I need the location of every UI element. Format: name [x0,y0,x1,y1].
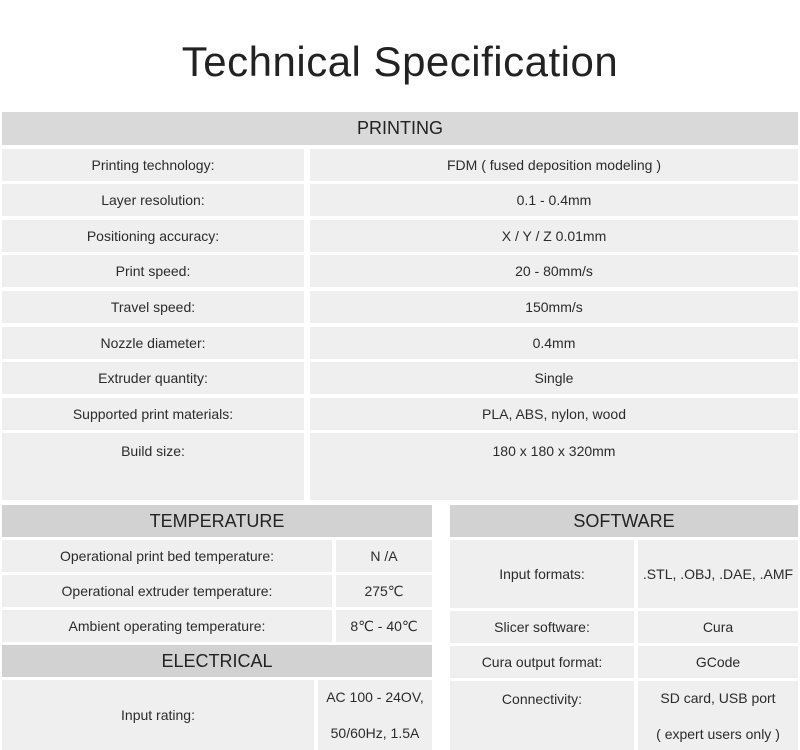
temperature-label-bed: Operational print bed temperature: [2,540,332,572]
software-value-slicer: Cura [638,611,798,643]
temperature-value-extruder: 275℃ [336,575,432,607]
input-rating-line-2: 50/60Hz, 1.5A [330,725,420,741]
software-label-input-formats: Input formats: [450,540,634,608]
printing-label-positioning-accuracy: Positioning accuracy: [2,220,304,252]
printing-label-materials: Supported print materials: [2,398,304,430]
printing-label-print-speed: Print speed: [2,255,304,287]
printing-value-travel-speed: 150mm/s [310,291,798,323]
printing-header: PRINTING [2,112,798,145]
printing-label-travel-speed: Travel speed: [2,291,304,323]
printing-label-extruder-quantity: Extruder quantity: [2,362,304,394]
software-value-output-format: GCode [638,646,798,678]
electrical-header: ELECTRICAL [2,645,432,677]
software-label-connectivity: Connectivity: [450,681,634,750]
electrical-value-input-rating [318,680,432,750]
connectivity-line-2: ( expert users only ) [656,725,780,742]
printing-value-materials: PLA, ABS, nylon, wood [310,398,798,430]
temperature-value-bed: N /A [336,540,432,572]
printing-value-technology: FDM ( fused deposition modeling ) [310,149,798,181]
printing-value-positioning-accuracy: X / Y / Z 0.01mm [310,220,798,252]
temperature-header: TEMPERATURE [2,505,432,537]
printing-label-technology: Printing technology: [2,149,304,181]
printing-value-build-size: 180 x 180 x 320mm [310,433,798,500]
printing-label-layer-resolution: Layer resolution: [2,184,304,216]
software-label-output-format: Cura output format: [450,646,634,678]
temperature-label-extruder: Operational extruder temperature: [2,575,332,607]
printing-value-nozzle-diameter: 0.4mm [310,327,798,359]
software-header: SOFTWARE [450,505,798,537]
software-value-input-formats: .STL, .OBJ, .DAE, .AMF [638,540,798,608]
printing-value-extruder-quantity: Single [310,362,798,394]
temperature-label-ambient: Ambient operating temperature: [2,610,332,642]
printing-label-nozzle-diameter: Nozzle diameter: [2,327,304,359]
printing-label-build-size: Build size: [2,433,304,500]
page-title: Technical Specification [181,38,619,85]
temperature-value-ambient: 8℃ - 40℃ [336,610,432,642]
electrical-label-input-rating: Input rating: [2,680,314,750]
printing-value-print-speed: 20 - 80mm/s [310,255,798,287]
software-label-slicer: Slicer software: [450,611,634,643]
software-value-connectivity [638,681,798,750]
connectivity-line-1: SD card, USB port [660,689,776,706]
input-rating-line-1: AC 100 - 24OV, [326,689,424,705]
printing-value-layer-resolution: 0.1 - 0.4mm [310,184,798,216]
